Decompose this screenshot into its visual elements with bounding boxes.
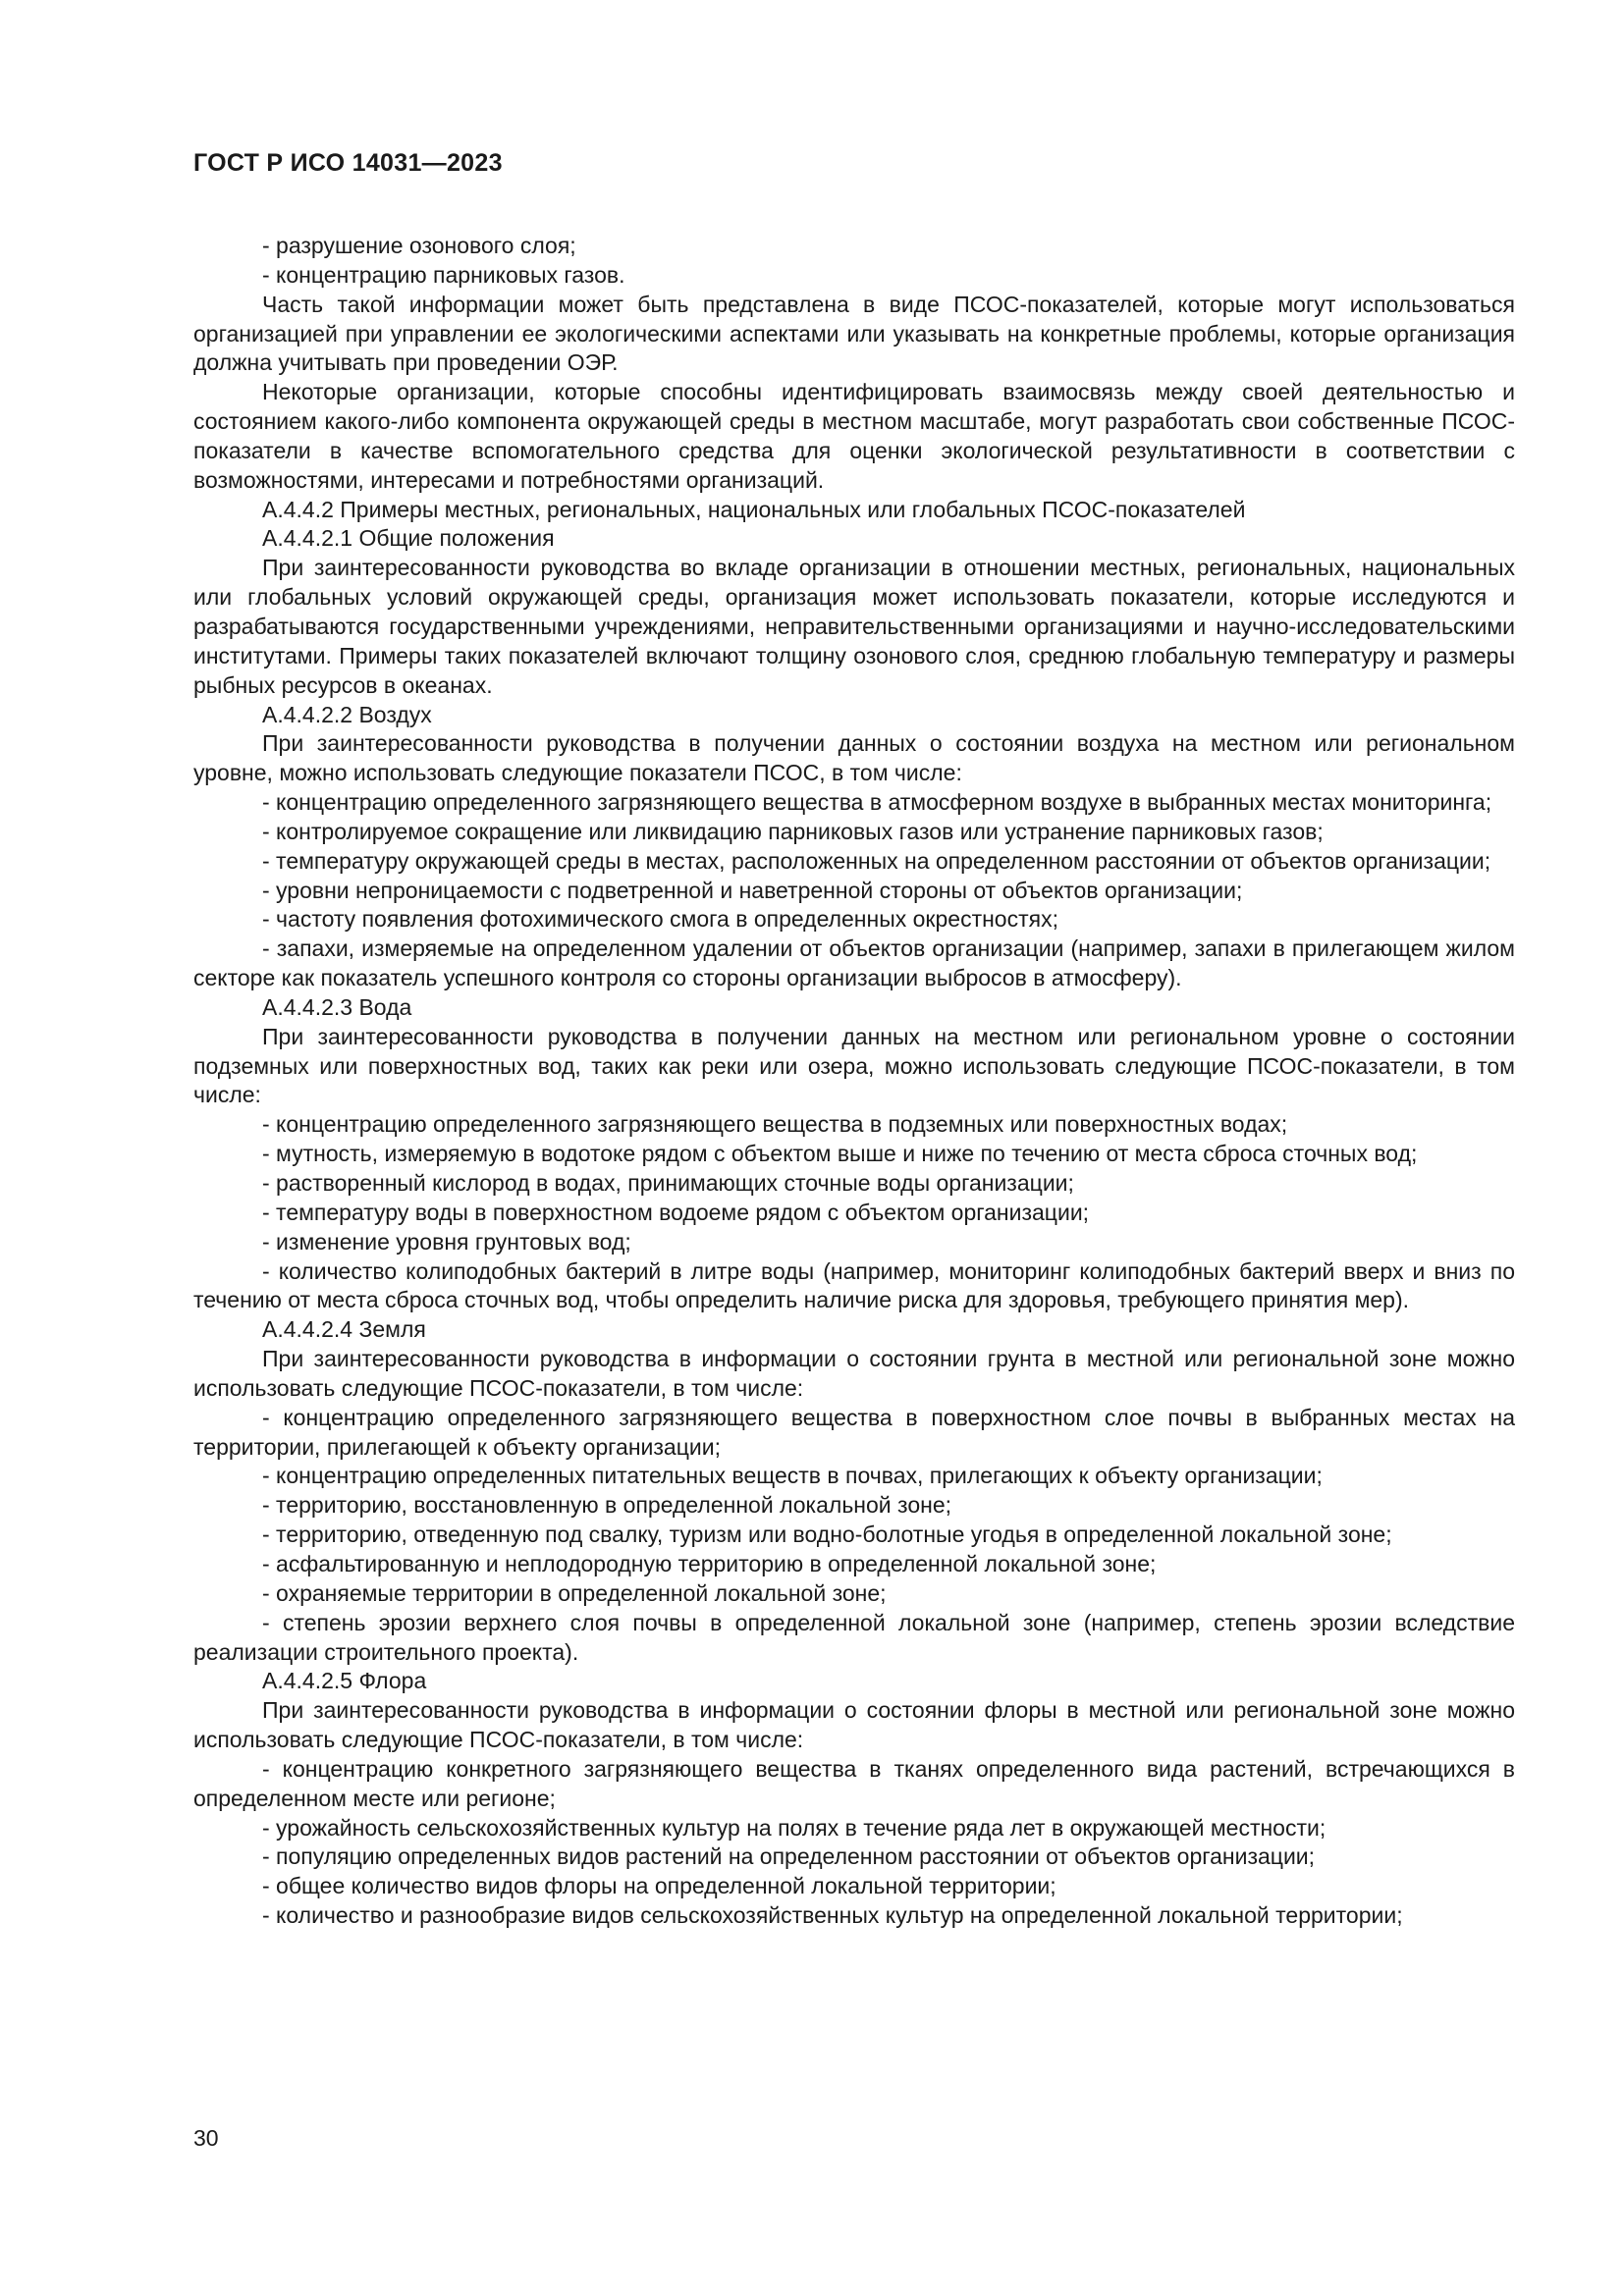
paragraph: При заинтересованности руководства в получении данных на местном или региональном уровне о состоянии подземных или поверхностных вод, таких как реки или озера, можно использовать следующие ПСОС-показатели, в том числе: [193,1023,1515,1108]
list-item: - концентрацию определенных питательных веществ в почвах, прилегающих к объекту организации; [262,1463,1323,1489]
paragraph: При заинтересованности руководства во вкладе организации в отношении местных, региональных, национальных или глобальных условий окружающей среды, организация может использовать показатели, которые исследуются и разрабатываются государственными учреждениями, неправительственными организациями и научно-исследовательскими институтами. Примеры таких показателей включают толщину озонового слоя, среднюю глобальную температуру и размеры рыбных ресурсов в океанах. [193,555,1515,698]
document-header: ГОСТ Р ИСО 14031—2023 [193,149,503,177]
document-body [193,232,1515,1931]
list-item: - уровни непроницаемости с подветренной и наветренной стороны от объектов организации; [262,877,1243,903]
paragraph: Некоторые организации, которые способны идентифицировать взаимосвязь между своей деятельностью и состоянием какого-либо компонента окружающей среды в местном масштабе, могут разработать свои собственные ПСОС-показатели в качестве вспомогательного средства для оценки экологической результативности в соответствии с возможностями, интересами и потребностями организаций. [193,379,1515,493]
section-heading: А.4.4.2.1 Общие положения [262,525,555,552]
list-item: - запахи, измеряемые на определенном удалении от объектов организации (например, запахи в прилегающем жилом секторе как показатель успешного контроля со стороны организации выбросов в атмосферу). [193,935,1515,991]
list-item: - частоту появления фотохимического смога в определенных окрестностях; [262,906,1058,933]
list-item: - территорию, отведенную под свалку, туризм или водно-болотные угодья в определенной локальной зоне; [262,1522,1392,1548]
section-heading: А.4.4.2 Примеры местных, региональных, национальных или глобальных ПСОС-показателей [262,496,1246,522]
list-item: - общее количество видов флоры на определенной локальной территории; [262,1873,1056,1899]
paragraph: При заинтересованности руководства в информации о состоянии флоры в местной или региональной зоне можно использовать следующие ПСОС-показатели, в том числе: [193,1697,1515,1753]
list-item: - разрушение озонового слоя; [262,233,576,258]
paragraph: При заинтересованности руководства в информации о состоянии грунта в местной или региональной зоне можно использовать следующие ПСОС-показатели, в том числе: [193,1346,1515,1401]
list-item: - количество и разнообразие видов сельскохозяйственных культур на определенной локальной территории; [262,1902,1403,1929]
section-heading: А.4.4.2.5 Флора [262,1668,427,1694]
list-item: - растворенный кислород в водах, принимающих сточные воды организации; [262,1170,1074,1196]
list-item: - концентрацию парниковых газов. [262,261,625,288]
list-item: - контролируемое сокращение или ликвидацию парниковых газов или устранение парниковых газов; [262,818,1324,844]
list-item: - мутность, измеряемую в водотоке рядом с объектом выше и ниже по течению от места сброса сточных вод; [262,1141,1418,1167]
list-item: - концентрацию определенного загрязняющего вещества в подземных или поверхностных водах; [262,1111,1288,1138]
list-item: - температуру окружающей среды в местах, расположенных на определенном расстоянии от объектов организации; [262,847,1491,874]
page-number: 30 [193,2125,219,2151]
section-heading: А.4.4.2.2 Воздух [262,701,432,727]
paragraph: Часть такой информации может быть представлена в виде ПСОС-показателей, которые могут использоваться организацией при управлении ее экологическими аспектами или указывать на конкретные проблемы, которые организация должна учитывать при проведении ОЭР. [193,291,1515,376]
list-item: - урожайность сельскохозяйственных культур на полях в течение ряда лет в окружающей местности; [262,1814,1326,1841]
list-item: - концентрацию определенного загрязняющего вещества в атмосферном воздухе в выбранных местах мониторинга; [262,789,1492,816]
list-item: - изменение уровня грунтовых вод; [262,1228,631,1255]
list-item: - асфальтированную и неплодородную территорию в определенной локальной зоне; [262,1550,1157,1576]
list-item: - популяцию определенных видов растений на определенном расстоянии от объектов организации; [262,1843,1316,1870]
list-item: - охраняемые территории в определенной локальной зоне; [262,1579,887,1606]
paragraph: При заинтересованности руководства в получении данных о состоянии воздуха на местном или региональном уровне, можно использовать следующие показатели ПСОС, в том числе: [193,730,1515,786]
list-item: - количество колиподобных бактерий в литре воды (например, мониторинг колиподобных бактерий вверх и вниз по течению от места сброса сточных вод, чтобы определить наличие риска для здоровья, требующего принятия мер). [193,1257,1515,1313]
list-item: - температуру воды в поверхностном водоеме рядом с объектом организации; [262,1199,1090,1225]
list-item: - концентрацию определенного загрязняющего вещества в поверхностном слое почвы в выбранных местах на территории, прилегающей к объекту организации; [193,1404,1515,1460]
list-item: - концентрацию конкретного загрязняющего вещества в тканях определенного вида растений, встречающихся в определенном месте или регионе; [193,1755,1515,1811]
list-item: - степень эрозии верхнего слоя почвы в определенной локальной зоне (например, степень эрозии вследствие реализации строительного проекта). [193,1609,1515,1665]
section-heading: А.4.4.2.4 Земля [262,1316,426,1343]
list-item: - территорию, восстановленную в определенной локальной зоне; [262,1492,951,1519]
section-heading: А.4.4.2.3 Вода [262,993,412,1020]
